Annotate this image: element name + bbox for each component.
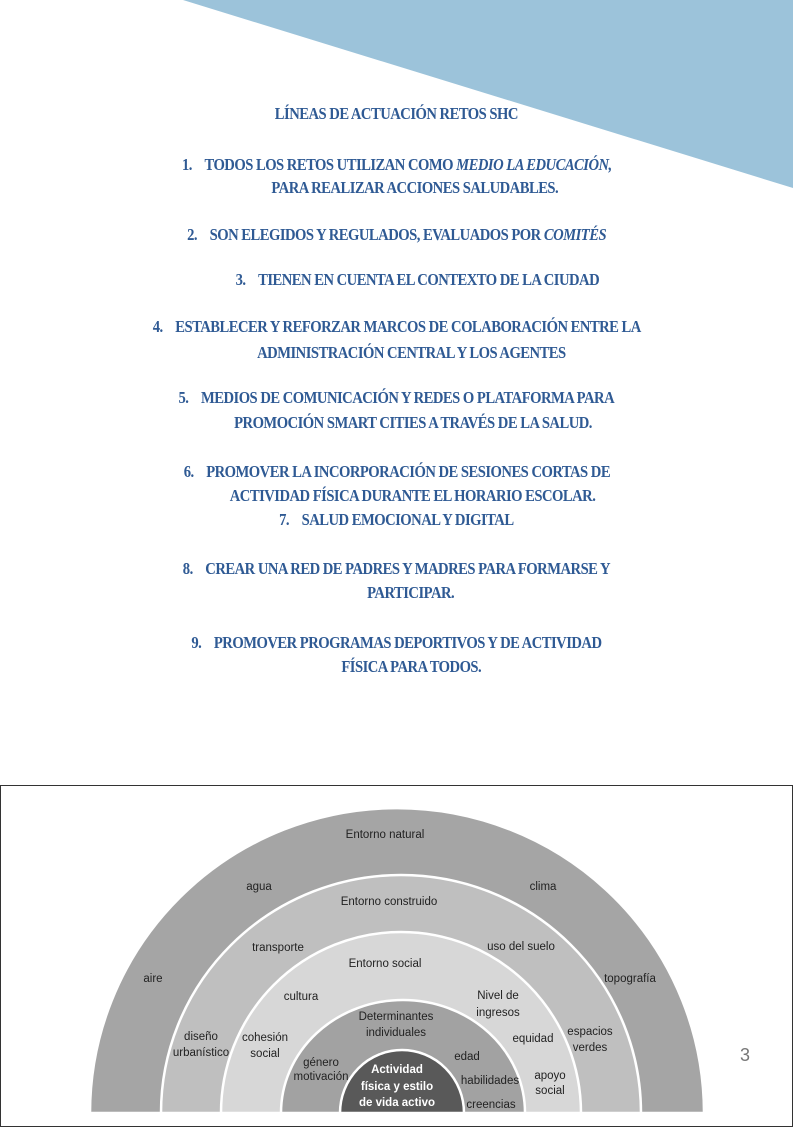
label: aire	[143, 973, 163, 985]
label: equidad	[512, 1033, 554, 1045]
item-1: 1. TODOS LOS RETOS UTILIZAN COMO MEDIO LA EDUCACIÓN,	[181, 155, 612, 174]
item-8: 8. CREAR UNA RED DE PADRES Y MADRES PARA FORMARSE Y	[182, 559, 611, 578]
label: ingresos	[476, 1007, 520, 1019]
item-6: 6. PROMOVER LA INCORPORACIÓN DE SESIONES CORTAS DE	[183, 462, 610, 481]
label: Entorno construido	[340, 896, 438, 908]
page-title: LÍNEAS DE ACTUACIÓN RETOS SHC	[274, 104, 519, 123]
label: Entorno natural	[345, 829, 425, 841]
item-2: 2. SON ELEGIDOS Y REGULADOS, EVALUADOS POR COMITÉS	[187, 225, 606, 244]
item-7: 7. SALUD EMOCIONAL Y DIGITAL	[279, 510, 514, 529]
label: física y estilo	[360, 1081, 434, 1093]
label: Determinantes	[358, 1011, 434, 1023]
label: habilidades	[460, 1075, 520, 1087]
label: Nivel de	[477, 990, 519, 1002]
label: individuales	[365, 1027, 427, 1039]
label: diseño	[184, 1031, 218, 1043]
label: espacios	[567, 1026, 613, 1038]
label: social	[250, 1048, 280, 1060]
label: social	[535, 1085, 565, 1097]
label: Entorno social	[348, 958, 422, 970]
label: urbanístico	[172, 1047, 230, 1059]
label: agua	[246, 881, 272, 893]
label: clima	[529, 881, 557, 893]
label: género	[303, 1057, 339, 1069]
label: cultura	[283, 991, 319, 1003]
item-3: 3. TIENEN EN CUENTA EL CONTEXTO DE LA CIUDAD	[235, 270, 600, 289]
page-number: 3	[740, 1045, 751, 1065]
label: Actividad	[371, 1064, 423, 1076]
label: apoyo	[534, 1070, 566, 1082]
label: creencias	[466, 1099, 516, 1111]
label: motivación	[293, 1071, 349, 1083]
label: verdes	[572, 1042, 608, 1054]
item-9: 9. PROMOVER PROGRAMAS DEPORTIVOS Y DE ACTIVIDAD	[191, 633, 602, 652]
label: transporte	[252, 942, 304, 954]
label: de vida activo	[358, 1097, 436, 1109]
label: edad	[454, 1051, 480, 1063]
label: uso del suelo	[487, 941, 555, 953]
label: cohesión	[241, 1032, 289, 1044]
item-5: 5. MEDIOS DE COMUNICACIÓN Y REDES O PLATAFORMA PARA	[178, 388, 615, 407]
item-4: 4. ESTABLECER Y REFORZAR MARCOS DE COLABORACIÓN ENTRE LA	[152, 317, 641, 336]
label: topografía	[604, 973, 656, 985]
